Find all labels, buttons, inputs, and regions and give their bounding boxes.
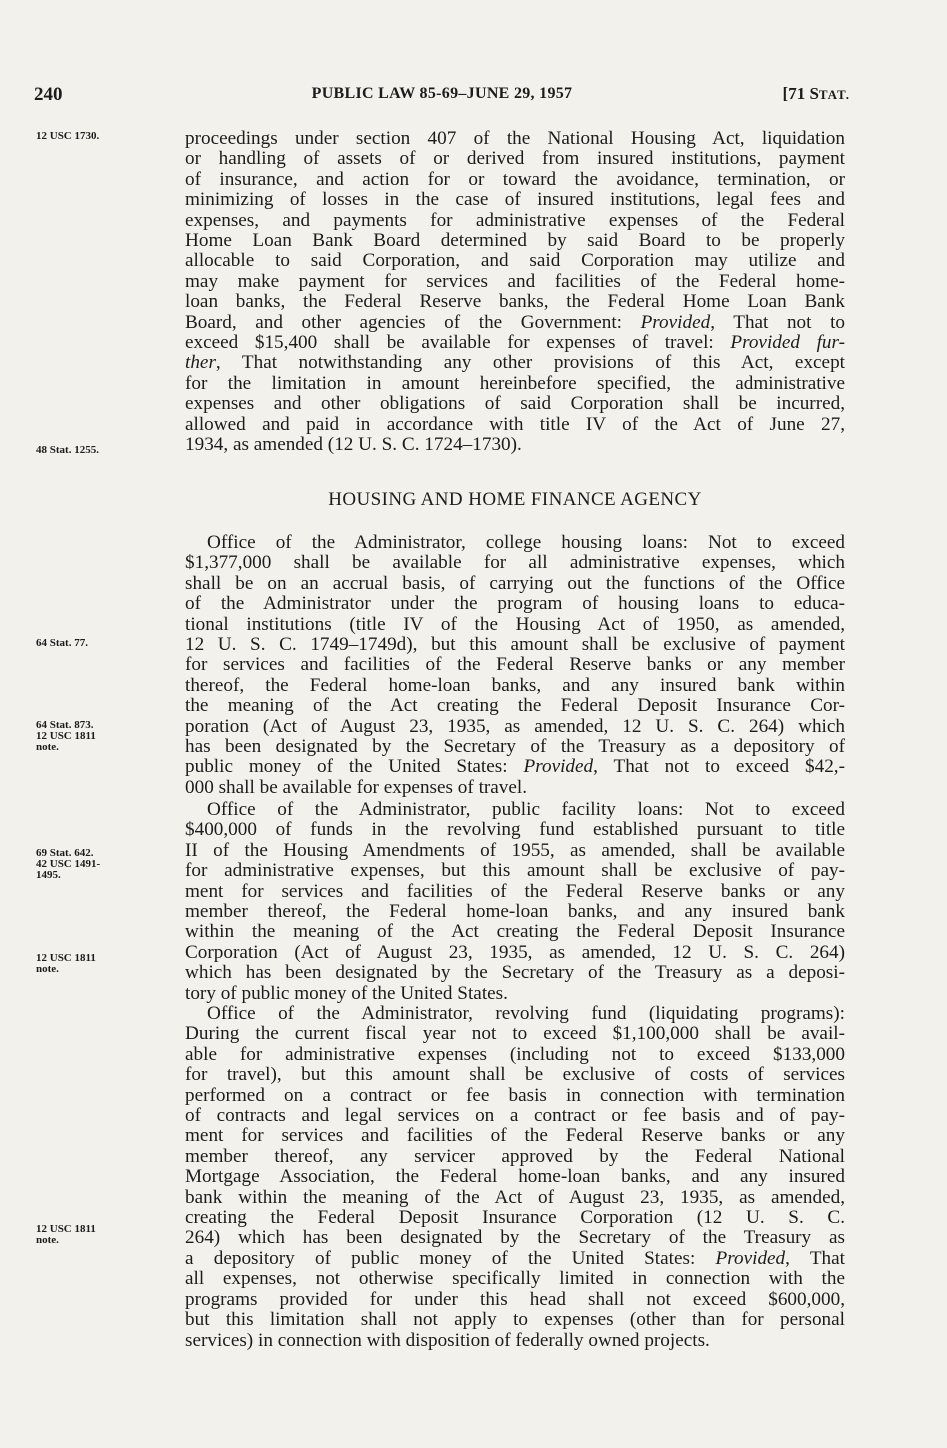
page-header bbox=[34, 84, 850, 108]
margin-note: 12 USC 1811 note. bbox=[36, 952, 96, 975]
paragraph-college-housing: Office of the Administrator, college housing loans: Not to exceed $1,377,000 shall be available for all administrative expenses, which shall be on an accrual basis, of carrying out the functions of the Office of the Administrator under the program of housing loans to educa- tional institutions (title IV of the Housing Act of 1950, as amended, 12 U. S. C. 1749–1749d), but this amount shall be exclusive of payment for services and facilities of the Federal Reserve banks or any member thereof, the Federal home-loan banks, and any insured bank within the meaning of the Act creating the Federal Deposit Insurance Cor- poration (Act of August 23, 1935, as amended, 12 U. S. C. 264) which has been designated by the Secretary of the Treasury as a depository of public money of the United States: Provided, That not to exceed $42,- 000 shall be available for expenses of travel. bbox=[185, 532, 845, 798]
page-number: 240 bbox=[34, 84, 63, 105]
margin-note: 64 Stat. 77. bbox=[36, 637, 88, 649]
margin-note: 64 Stat. 873. 12 USC 1811 note. bbox=[36, 719, 96, 753]
running-title: PUBLIC LAW 85-69–JUNE 29, 1957 bbox=[311, 85, 573, 102]
statute-volume: [71 STAT. bbox=[782, 84, 850, 103]
paragraph-revolving-fund: Office of the Administrator, revolving fund (liquidating programs): During the current fiscal year not to exceed $1,100,000 shall be avail- able for administrative expenses (including not to exceed $133,000 for travel), but this amount shall be exclusive of costs of services performed on a contract or fee basis in connection with termination of contracts and legal services on a contract or fee basis and of pay- ment for services and facilities of the Federal Reserve banks or any member thereof, any servicer approved by the Federal National Mortgage Association, the Federal home-loan banks, and any insured bank within the meaning of the Act of August 23, 1935, as amended, creating the Federal Deposit Insurance Corporation (12 U. S. C. 264) which has been designated by the Secretary of the Treasury as a depository of public money of the United States: Provided, That all expenses, not otherwise specifically limited in connection with the programs provided for under this head shall not exceed $600,000, but this limitation shall not apply to expenses (other than for personal services) in connection with disposition of federally owned projects. bbox=[185, 1003, 845, 1351]
margin-note: 12 USC 1811 note. bbox=[36, 1223, 96, 1246]
section-heading: HOUSING AND HOME FINANCE AGENCY bbox=[328, 489, 702, 510]
paragraph-public-facility: Office of the Administrator, public facility loans: Not to exceed $400,000 of funds in the revolving fund established pursuant to title II of the Housing Amendments of 1955, as amended, shall be available for administrative expenses, but this amount shall be exclusive of pay- ment for services and facilities of the Federal Reserve banks or any member thereof, the Federal home-loan banks, and any insured bank within the meaning of the Act creating the Federal Deposit Insurance Corporation (Act of August 23, 1935, as amended, 12 U. S. C. 264) which has been designated by the Secretary of the Treasury as a deposi- tory of public money of the United States. bbox=[185, 799, 845, 1004]
margin-note: 48 Stat. 1255. bbox=[36, 444, 99, 456]
margin-note: 69 Stat. 642. 42 USC 1491- 1495. bbox=[36, 847, 101, 881]
margin-note: 12 USC 1730. bbox=[36, 130, 100, 142]
paragraph-fslic-continued: proceedings under section 407 of the National Housing Act, liquidation or handling of assets of or derived from insured institutions, payment of insurance, and action for or toward the avoidance, termination, or minimizing of losses in the case of insured institutions, legal fees and expenses, and payments for administrative expenses of the Federal Home Loan Bank Board determined by said Board to be properly allocable to said Corporation, and said Corporation may utilize and may make payment for services and facilities of the Federal home- loan banks, the Federal Reserve banks, the Federal Home Loan Bank Board, and other agencies of the Government: Provided, That not to exceed $15,400 shall be available for expenses of travel: Provided fur- ther, That notwithstanding any other provisions of this Act, except for the limitation in amount hereinbefore specified, the administrative expenses and other obligations of said Corporation shall be incurred, allowed and paid in accordance with title IV of the Act of June 27, 1934, as amended (12 U. S. C. 1724–1730). bbox=[185, 128, 845, 456]
